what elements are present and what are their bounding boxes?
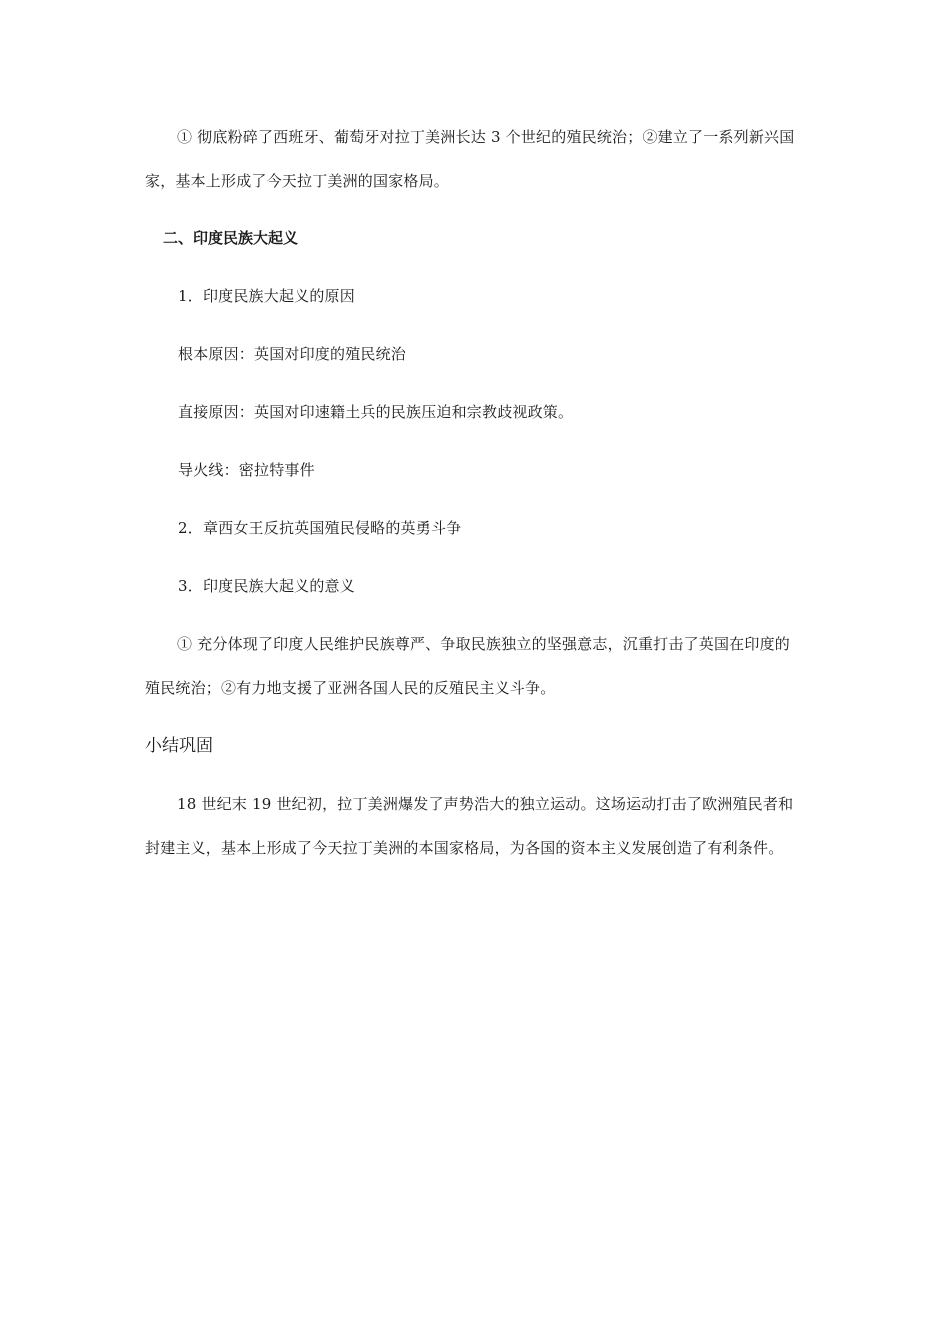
item1-fuse: 导火线：密拉特事件 — [178, 461, 315, 479]
item2-title: 2．章西女王反抗英国殖民侵略的英勇斗争 — [178, 519, 462, 537]
item3-title: 3．印度民族大起义的意义 — [178, 577, 355, 595]
section-heading-india-uprising: 二、印度民族大起义 — [163, 229, 299, 247]
intro-paragraph: ① 彻底粉碎了西班牙、葡萄牙对拉丁美洲长达 3 个世纪的殖民统治；②建立了一系列新兴国家，基本上形成了今天拉丁美洲的国家格局。 — [145, 128, 795, 190]
summary-heading: 小结巩固 — [145, 736, 213, 756]
item1-direct-cause: 直接原因：英国对印速籍土兵的民族压迫和宗教歧视政策。 — [178, 403, 574, 421]
item3-significance-paragraph: ① 充分体现了印度人民维护民族尊严、争取民族独立的坚强意志，沉重打击了英国在印度的殖民统治；②有力地支援了亚洲各国人民的反殖民主义斗争。 — [145, 635, 790, 697]
item1-title: 1．印度民族大起义的原因 — [178, 287, 355, 305]
summary-paragraph: 18 世纪末 19 世纪初，拉丁美洲爆发了声势浩大的独立运动。这场运动打击了欧洲殖民者和封建主义，基本上形成了今天拉丁美洲的本国家格局，为各国的资本主义发展创造了有利条件。 — [145, 795, 794, 857]
item1-root-cause: 根本原因：英国对印度的殖民统治 — [178, 345, 407, 363]
